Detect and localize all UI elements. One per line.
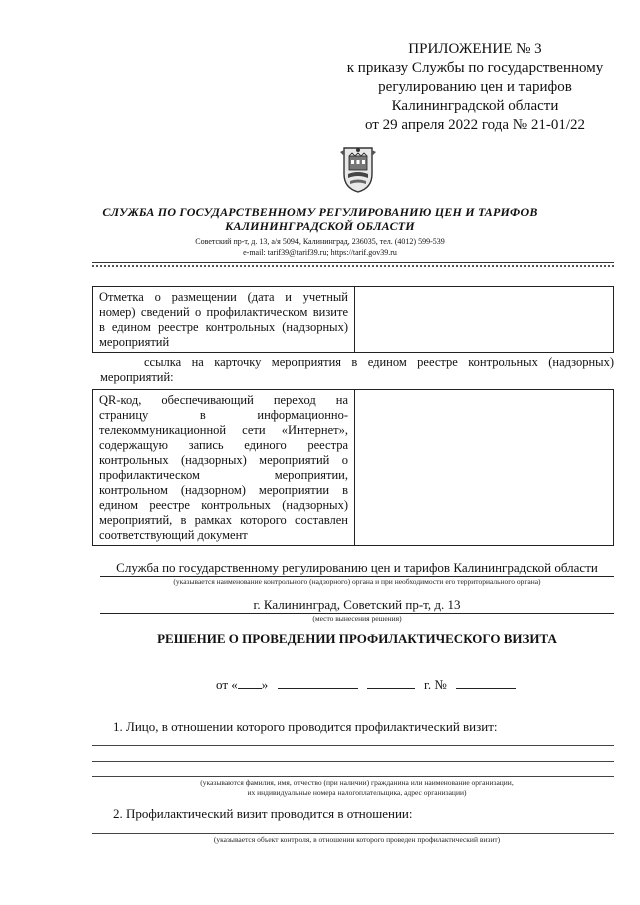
year-blank	[367, 676, 415, 689]
month-blank	[278, 676, 358, 689]
appendix-ref-line: к приказу Службы по государственному	[346, 60, 604, 76]
organization-title	[100, 205, 540, 233]
appendix-block	[330, 40, 620, 135]
organization-address: Советский пр-т, д. 13, а/я 5094, Калининград, 236035, тел. (4012) 599-539	[195, 237, 445, 246]
date-number-line	[216, 676, 516, 693]
number-blank	[456, 676, 516, 689]
authority-name: Служба по государственному регулированию цен и тарифов Калининградской области	[100, 560, 614, 577]
header-divider	[92, 262, 614, 263]
qr-code-field	[355, 390, 614, 546]
place-hint: (место вынесения решения)	[312, 614, 402, 623]
header-divider	[92, 265, 614, 267]
registry-mark-table	[92, 286, 614, 353]
item-2-label: 2. Профилактический визит проводится в отношении:	[113, 806, 413, 821]
appendix-ref-line: Калининградской области	[391, 98, 559, 114]
registry-link-label: ссылка на карточку мероприятия в едином реестре контрольных (надзорных) мероприятий:	[100, 355, 614, 384]
place-block	[100, 597, 614, 624]
qr-code-table	[92, 389, 614, 546]
item-1-hint-line: их индивидуальные номера налогоплательщика, адрес организации)	[247, 788, 467, 797]
year-number-label: г. №	[424, 677, 447, 692]
coat-of-arms-icon	[336, 144, 380, 194]
organization-email-web: e-mail: tarif39@tarif39.ru; https://tarif.gov39.ru	[243, 248, 397, 257]
registry-mark-label: Отметка о размещении (дата и учетный номер) сведений о профилактическом визите в едином реестре контрольных (надзорных) мероприятий	[93, 287, 355, 353]
item-2-hint: (указывается объект контроля, в отношении которого проведен профилактический визит)	[213, 835, 501, 844]
fill-line	[92, 833, 614, 834]
decision-place: г. Калининград, Советский пр-т, д. 13	[100, 597, 614, 614]
authority-block	[100, 560, 614, 587]
item-1-label: 1. Лицо, в отношении которого проводится профилактический визит:	[113, 719, 498, 734]
authority-hint: (указывается наименование контрольного (надзорного) органа и при необходимости его территориального органа)	[173, 577, 541, 586]
qr-code-label: QR-код, обеспечивающий переход на страницу в информационно-телекоммуникационной сети «Интернет», содержащую запись единого реестра контрольных (надзорных) мероприятий о профилактическом мероприятии, контрольном (надзорном) мероприятии в едином реестре контрольных (надзорных) мероприятий, в рамках которого составлен соответствующий документ	[93, 390, 355, 546]
organization-contacts	[120, 236, 520, 258]
organization-title-line: СЛУЖБА ПО ГОСУДАРСТВЕННОМУ РЕГУЛИРОВАНИЮ ЦЕН И ТАРИФОВ	[102, 205, 538, 219]
appendix-ref-line: регулированию цен и тарифов	[378, 79, 572, 95]
date-quote-close: »	[261, 677, 269, 692]
date-prefix: от «	[216, 677, 238, 692]
fill-line	[92, 745, 614, 746]
fill-line	[92, 761, 614, 762]
organization-title-line: КАЛИНИНГРАДСКОЙ ОБЛАСТИ	[225, 219, 415, 233]
appendix-title: ПРИЛОЖЕНИЕ № 3	[408, 41, 542, 57]
decision-title: РЕШЕНИЕ О ПРОВЕДЕНИИ ПРОФИЛАКТИЧЕСКОГО ВИЗИТА	[157, 631, 557, 646]
item-1-hint-line: (указываются фамилия, имя, отчество (при наличии) гражданина или наименование организации,	[200, 778, 514, 787]
day-blank	[238, 676, 262, 689]
fill-line	[92, 776, 614, 777]
item-1-hint	[100, 778, 614, 798]
registry-mark-field	[355, 287, 614, 353]
appendix-date-line: от 29 апреля 2022 года № 21-01/22	[365, 117, 585, 133]
